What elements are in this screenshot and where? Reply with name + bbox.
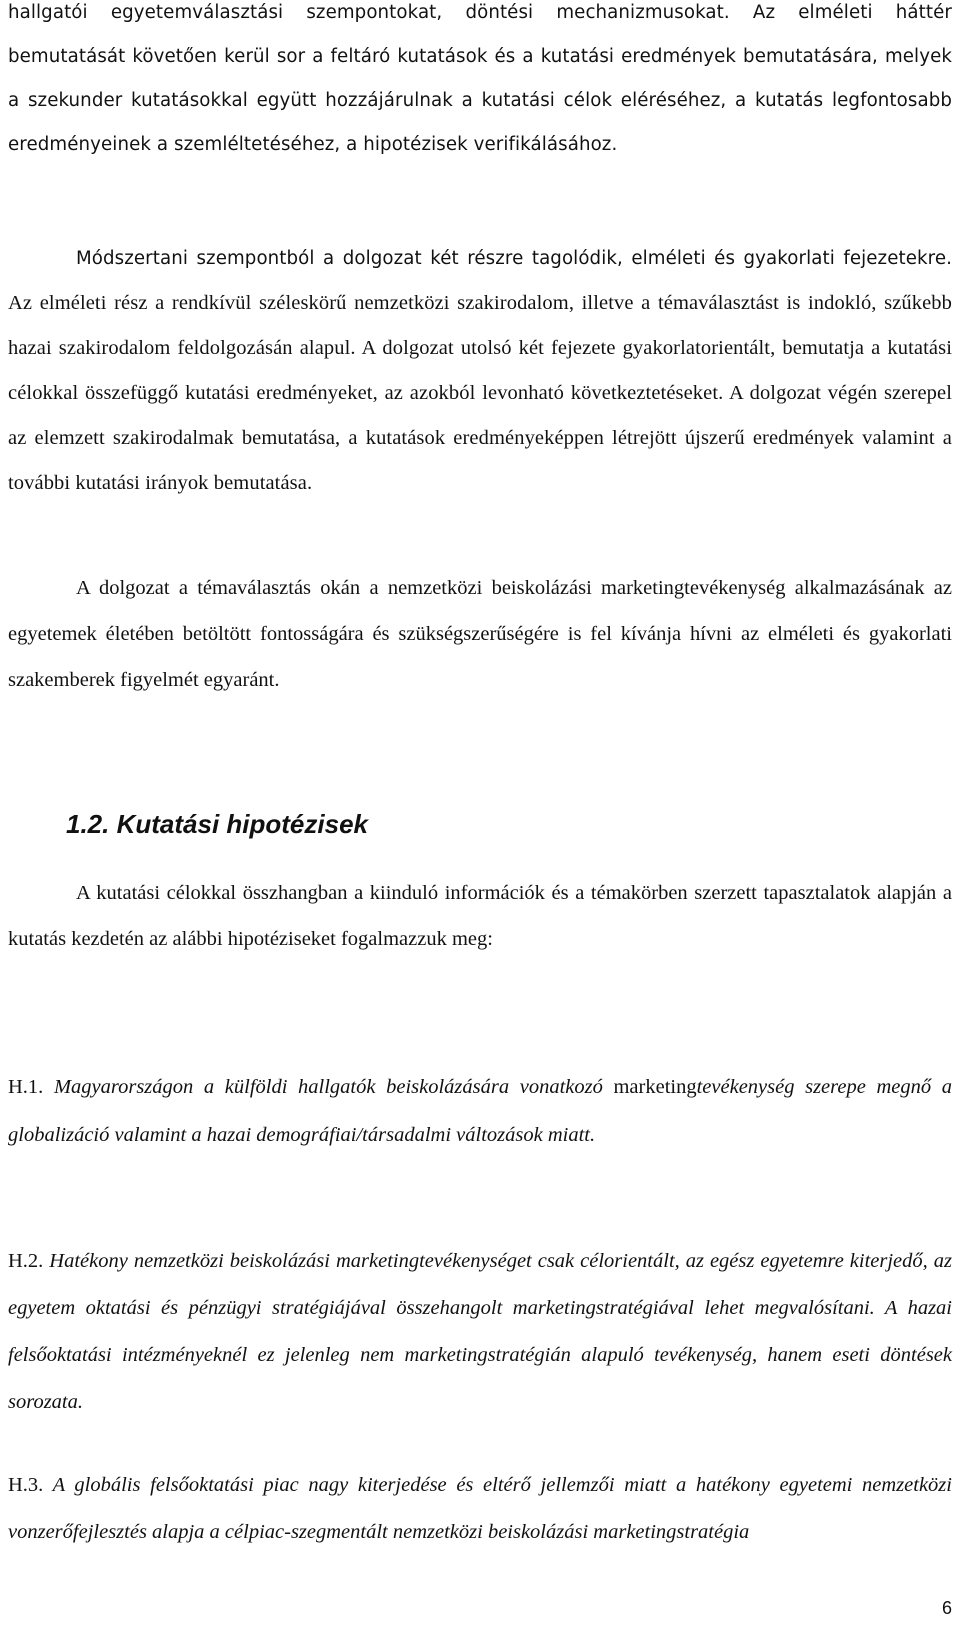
- intro-paragraph-2-sans: Módszertani szempontból a dolgozat két részre tagolódik, elméleti és gyakorlati fejezetekre.: [76, 248, 952, 269]
- intro-paragraph-1: hallgatói egyetemválasztási szempontokat, döntési mechanizmusokat. Az elméleti háttér bemutatását követően kerül sor a feltáró kutatások és a kutatási eredmények bemutatására, melyek a szekunder kutatásokkal együtt hozzájárulnak a kutatási célok eléréséhez, a kutatás legfontosabb eredményeinek a szemléltetéséhez, a hipotézisek verifikálásához.: [8, 2, 952, 155]
- hypothesis-1-text-plain: marketing: [613, 1076, 697, 1098]
- intro-paragraph-3: A dolgozat a témaválasztás okán a nemzetközi beiskolázási marketingtevékenység alkalmazásának az egyetemek életében betöltött fontosságára és szükségszerűségére is fel kívánja hívni az elméleti és gyakorlati szakemberek figyelmét egyaránt.: [8, 577, 952, 691]
- intro-paragraph-2: [8, 236, 952, 506]
- intro-paragraph-2-serif: Az elméleti rész a rendkívül széleskörű nemzetközi szakirodalom, illetve a témaválasztást is indokló, szűkebb hazai szakirodalom feldolgozásán alapul. A dolgozat utolsó két fejezete gyakorlatorientált, bemutatja a kutatási célokkal összefüggő kutatási eredményeket, az azokból levonható következtetéseket. A dolgozat végén szerepel az elemzett szakirodalmak bemutatása, a kutatások eredményeképpen létrejött újszerű eredmények valamint a további kutatási irányok bemutatása.: [8, 292, 952, 494]
- hypothesis-1: [8, 1063, 952, 1159]
- page-number: 6: [941, 1598, 952, 1618]
- hypothesis-3: [8, 1462, 952, 1556]
- hypothesis-3-text: A globális felsőoktatási piac nagy kiterjedése és eltérő jellemzői miatt a hatékony egyetemi nemzetközi vonzerőfejlesztés alapja a célpiac-szegmentált nemzetközi beiskolázási marketingstratégia: [8, 1474, 952, 1543]
- section-intro-paragraph: A kutatási célokkal összhangban a kiinduló információk és a témakörben szerzett tapasztalatok alapján a kutatás kezdetén az alábbi hipotéziseket fogalmazzuk meg:: [8, 882, 952, 950]
- hypothesis-1-number: H.1.: [8, 1076, 44, 1098]
- hypothesis-1-text-b: tevékenység szerepe megnő a globalizáció valamint a hazai demográfiai/társadalmi változások miatt.: [8, 1076, 952, 1146]
- section-heading: 1.2. Kutatási hipotézisek: [66, 809, 368, 839]
- hypothesis-3-number: H.3.: [8, 1474, 44, 1496]
- hypothesis-2-number: H.2.: [8, 1250, 44, 1272]
- hypothesis-2-text: Hatékony nemzetközi beiskolázási marketingtevékenységet csak célorientált, az egész egyetemre kiterjedő, az egyetem oktatási és pénzügyi stratégiájával összehangolt marketingstratégiával lehet megvalósítani. A hazai felsőoktatási intézményeknél ez jelenleg nem marketingstratégián alapuló tevékenység, hanem eseti döntések sorozata.: [8, 1250, 952, 1413]
- hypothesis-1-text-a: Magyarországon a külföldi hallgatók beiskolázására vonatkozó: [43, 1076, 614, 1098]
- hypothesis-2: [8, 1238, 952, 1426]
